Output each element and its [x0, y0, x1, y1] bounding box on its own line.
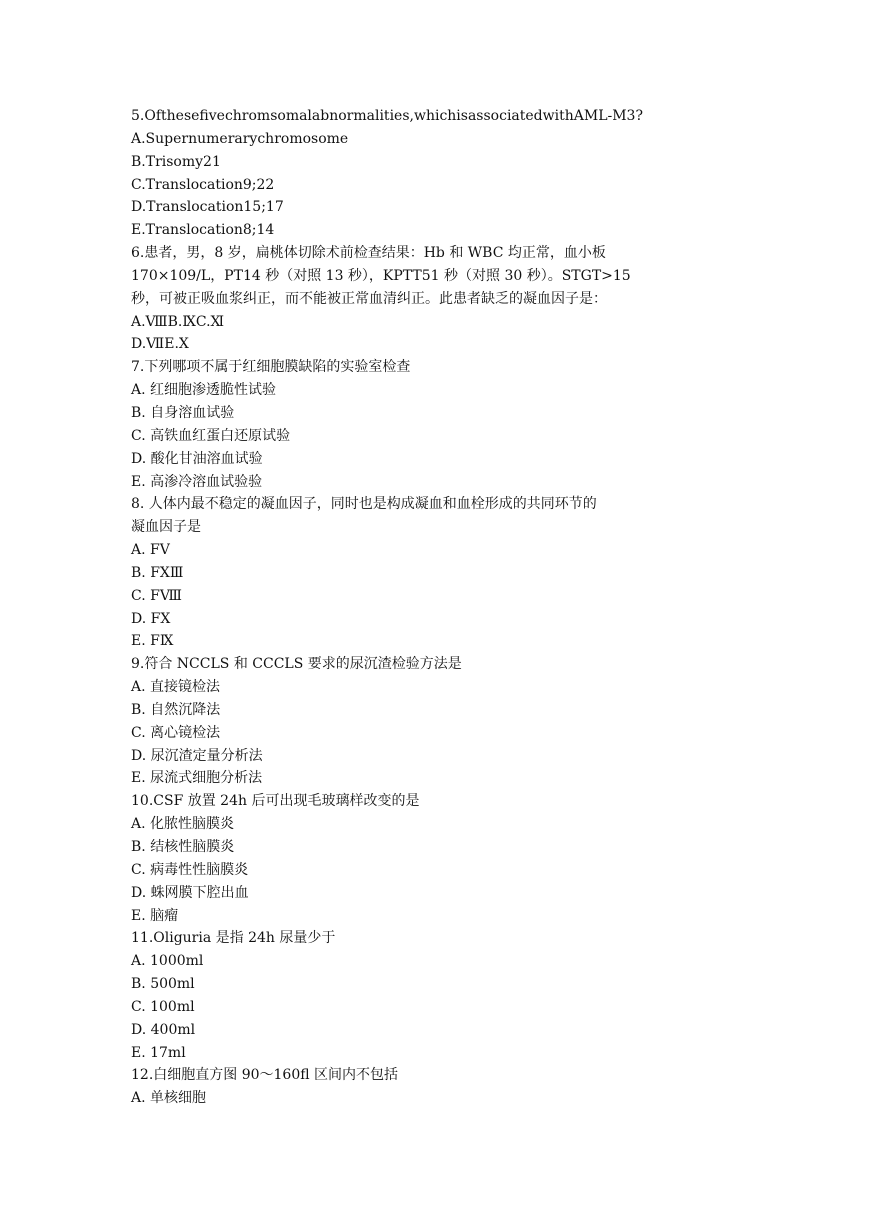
- q11-option-a: A. 1000ml: [131, 953, 204, 970]
- q7-option-e: E. 高渗冷溶血试验验: [131, 473, 263, 490]
- q11-option-b: B. 500ml: [131, 976, 195, 993]
- q5-option-b: B.Trisomy21: [131, 153, 221, 170]
- q8-option-c: C. FⅧ: [131, 587, 182, 604]
- q9-option-d: D. 尿沉渣定量分析法: [131, 747, 263, 764]
- q7-stem: 7.下列哪项不属于红细胞膜缺陷的实验室检查: [131, 359, 411, 376]
- q12-stem: 12.白细胞直方图 90～160fl 区间内不包括: [131, 1067, 399, 1084]
- q9-option-e: E. 尿流式细胞分析法: [131, 770, 263, 787]
- q9-option-a: A. 直接镜检法: [131, 679, 221, 696]
- q5-option-d: D.Translocation15;17: [131, 199, 284, 216]
- q5-option-c: C.Translocation9;22: [131, 176, 275, 193]
- q11-option-c: C. 100ml: [131, 998, 195, 1015]
- q5-option-a: A.Supernumerarychromosome: [131, 130, 349, 147]
- q7-option-a: A. 红细胞渗透脆性试验: [131, 382, 277, 399]
- q7-option-d: D. 酸化甘油溶血试验: [131, 450, 263, 467]
- q9-option-c: C. 离心镜检法: [131, 724, 221, 741]
- q5-option-e: E.Translocation8;14: [131, 222, 275, 239]
- q10-option-b: B. 结核性脑膜炎: [131, 839, 235, 855]
- q6-stem-line-2: 170×109/L，PT14 秒（对照 13 秒），KPTT51 秒（对照 30 秒）。STGT>15: [131, 267, 631, 284]
- q7-option-c: C. 高铁血红蛋白还原试验: [131, 427, 291, 444]
- q8-option-a: A. FⅤ: [131, 542, 170, 559]
- q8-stem-line-2: 凝血因子是: [131, 519, 201, 536]
- q8-stem-line-1: 8. 人体内最不稳定的凝血因子，同时也是构成凝血和血栓形成的共同环节的: [131, 496, 597, 513]
- q9-option-b: B. 自然沉降法: [131, 701, 221, 718]
- q7-option-b: B. 自身溶血试验: [131, 404, 235, 421]
- q12-option-a: A. 单核细胞: [131, 1090, 207, 1107]
- q5-stem: 5.Ofthesefivechromsomalabnormalities,whichisassociatedwithAML-M3?: [131, 108, 643, 124]
- q11-option-d: D. 400ml: [131, 1021, 196, 1038]
- q6-stem-line-1: 6.患者，男，8 岁，扁桃体切除术前检查结果：Hb 和 WBC 均正常，血小板: [131, 245, 606, 262]
- q8-option-e: E. FⅨ: [131, 633, 174, 650]
- q6-options-abc: A.ⅧB.ⅨC.Ⅺ: [131, 313, 225, 330]
- q9-stem: 9.符合 NCCLS 和 CCCLS 要求的尿沉渣检验方法是: [131, 656, 462, 673]
- q8-option-d: D. FⅩ: [131, 610, 171, 627]
- document-body: [131, 105, 751, 1110]
- q10-stem: 10.CSF 放置 24h 后可出现毛玻璃样改变的是: [131, 793, 420, 810]
- q10-option-a: A. 化脓性脑膜炎: [131, 816, 235, 833]
- q10-option-d: D. 蛛网膜下腔出血: [131, 884, 249, 901]
- q6-options-de: D.ⅦE.Ⅹ: [131, 336, 189, 353]
- q11-option-e: E. 17ml: [131, 1044, 186, 1061]
- q8-option-b: B. FⅩⅢ: [131, 564, 184, 581]
- q10-option-c: C. 病毒性性脑膜炎: [131, 861, 249, 878]
- q6-stem-line-3: 秒，可被正吸血浆纠正，而不能被正常血清纠正。此患者缺乏的凝血因子是：: [131, 290, 607, 307]
- q11-stem: 11.Oliguria 是指 24h 尿量少于: [131, 930, 336, 947]
- q10-option-e: E. 脑瘤: [131, 907, 179, 924]
